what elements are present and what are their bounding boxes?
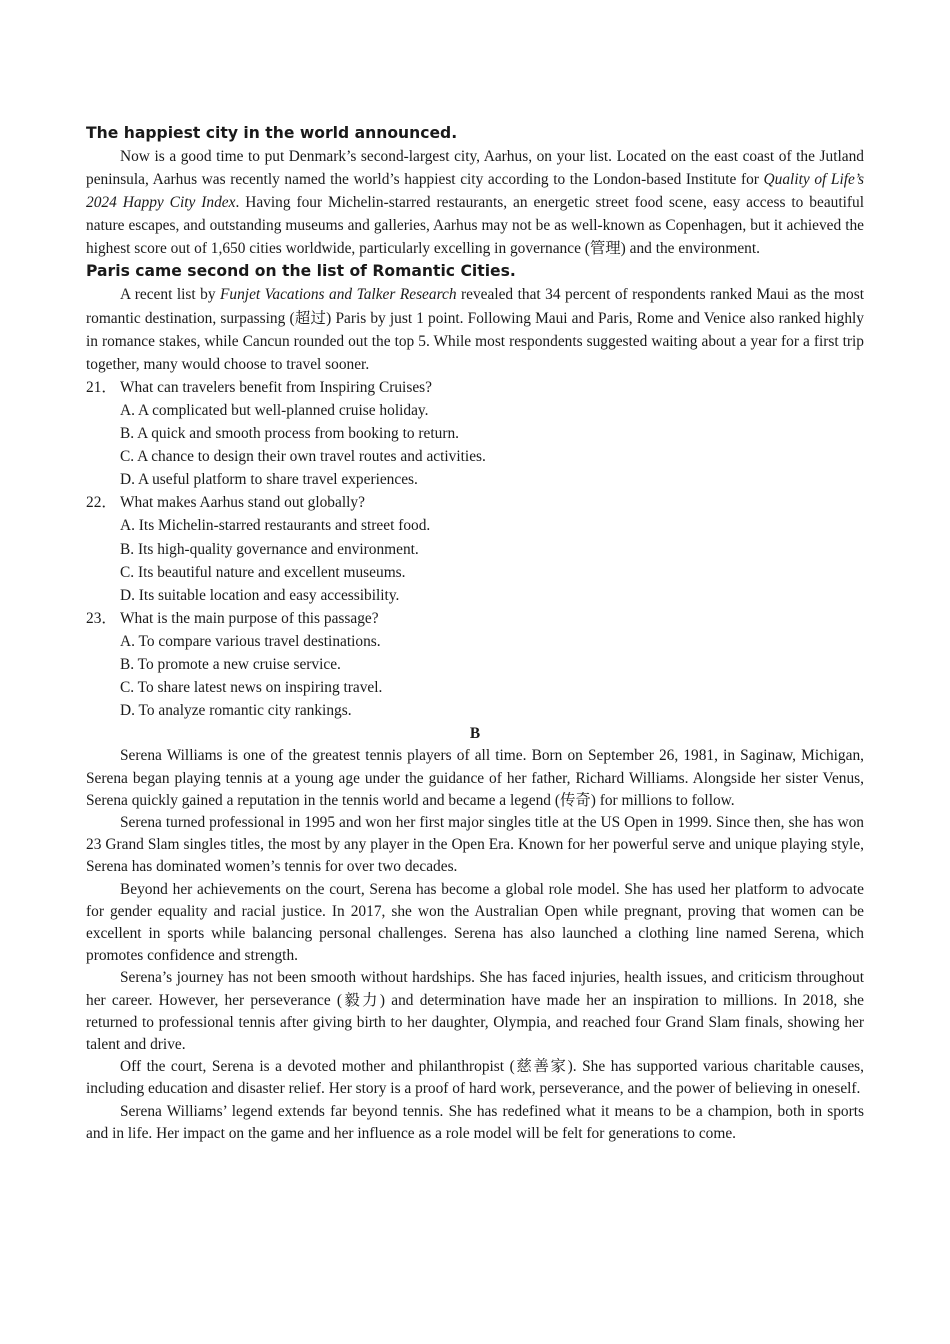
question-22 [86,491,864,606]
section-letter-b: B [469,725,481,743]
option-c: C. A chance to design their own travel routes and activities. [120,448,486,466]
option-a: A. Its Michelin-starred restaurants and street food. [120,517,431,535]
paragraph-serena-legend: Serena Williams’ legend extends far beyond tennis. She has redefined what it means to be a champion, both in sports and in life. Her impact on the game and her influence as a role model will be felt for generations to come. [86,1102,864,1142]
question-number: 23． [86,609,117,627]
option-b: B. To promote a new cruise service. [120,655,341,673]
document-page [86,122,864,1145]
paragraph-aarhus-italic: Quality of Life’s 2024 Happy City Index [86,171,864,212]
paragraph-romantic-italic: Funjet Vacations and Talker Research [220,286,457,304]
paragraph-serena-role-model: Beyond her achievements on the court, Serena has become a global role model. She has used her platform to advocate for gender equality and racial justice. In 2017, she won the Australian Open while pregnant, proving that women can be excellent in sports while balancing personal challenges. Serena has also launched a clothing line named Serena, which promotes confidence and strength. [86,880,864,965]
paragraph-serena-hardships: Serena’s journey has not been smooth without hardships. She has faced injuries, health issues, and criticism throughout her career. However, her perseverance (毅力) and determination have made her an inspiration to millions. In 2018, she returned to professional tennis after giving birth to her daughter, Olympia, and reached four Grand Slam finals, showing her talent and drive. [86,969,864,1053]
question-text: What can travelers benefit from Inspiring Cruises? [120,378,432,396]
paragraph-aarhus-text-1: Now is a good time to put Denmark’s second-largest city, Aarhus, on your list. Located on the east coast of the Jutland peninsula, Aarhus was recently named the world’s happiest city according to the London-based Institute for [86,148,864,189]
option-b: B. A quick and smooth process from booking to return. [120,425,459,443]
article-heading-romantic-cities: Paris came second on the list of Romantic Cities. [86,262,516,281]
paragraph-romantic-text-2: revealed that 34 percent of respondents ranked Maui as the most romantic destination, surpassing (超过) Paris by just 1 point. Following Maui and Paris, Rome and Venice also ranked highly in romance stakes, while Cancun rounded out the top 5. While most respondents suggested waiting about a year for a first trip together, many would choose to travel sooner. [86,286,864,373]
paragraph-romantic-text-1: A recent list by [120,286,221,304]
question-number: 22． [86,494,117,512]
question-23 [86,607,864,722]
option-a: A. To compare various travel destinations. [120,632,381,650]
option-a: A. A complicated but well-planned cruise holiday. [120,401,429,419]
paragraph-romantic-cities [86,283,864,375]
option-c: C. Its beautiful nature and excellent museums. [120,563,406,581]
question-text: What is the main purpose of this passage? [120,609,379,627]
paragraph-aarhus-text-2: . Having four Michelin-starred restaurants, an energetic street food scene, easy access to beautiful nature escapes, and outstanding museums and galleries, Aarhus may not be as well-known as Copenhagen, but it achieved the highest score out of 1,650 cities worldwide, particularly excelling in governance (管理) and the environment. [86,194,864,258]
paragraph-serena-intro: Serena Williams is one of the greatest tennis players of all time. Born on September 26, 1981, in Saginaw, Michigan, Serena began playing tennis at a young age under the guidance of her father, Richard Williams. Alongside her sister Venus, Serena quickly gained a reputation in the tennis world and became a legend (传奇) for millions to follow. [86,747,864,809]
option-d: D. Its suitable location and easy accessibility. [120,586,400,604]
option-d: D. To analyze romantic city rankings. [120,702,352,720]
option-b: B. Its high-quality governance and environment. [120,540,419,558]
option-d: D. A useful platform to share travel experiences. [120,471,418,489]
article-heading-happiest-city: The happiest city in the world announced. [86,124,458,142]
option-c: C. To share latest news on inspiring travel. [120,679,383,697]
question-number: 21． [86,378,117,396]
question-21 [86,376,864,491]
question-text: What makes Aarhus stand out globally? [120,494,365,512]
paragraph-serena-philanthropy: Off the court, Serena is a devoted mother and philanthropist (慈善家). She has supported various charitable causes, including education and disaster relief. Her story is a proof of hard work, perseverance, and the power of believing in oneself. [86,1058,864,1098]
paragraph-aarhus [86,145,864,260]
paragraph-serena-career: Serena turned professional in 1995 and won her first major singles title at the US Open in 1999. Since then, she has won 23 Grand Slam singles titles, the most by any player in the Open Era. Known for her powerful serve and unique playing style, Serena has dominated women’s tennis for over two decades. [86,813,864,876]
